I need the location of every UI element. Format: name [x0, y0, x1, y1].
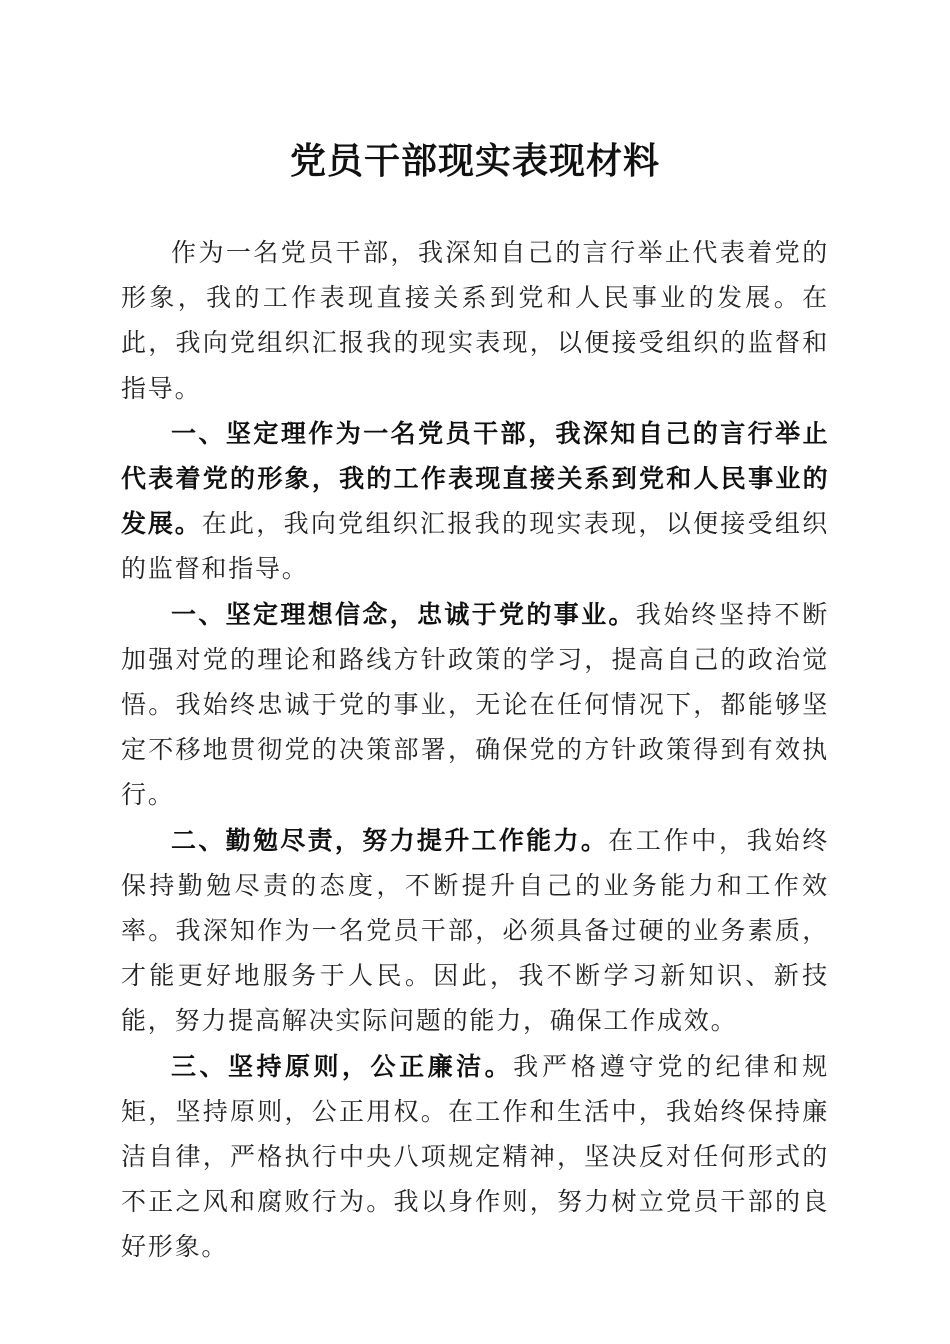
section-paragraph-3 — [121, 1044, 829, 1270]
paragraph-text: 作为一名党员干部，我深知自己的言行举止代表着党的形象，我的工作表现直接关系到党和人民事业的发展。在此，我向党组织汇报我的现实表现，以便接受组织的监督和指导。 — [121, 238, 829, 403]
section-heading: 一、坚定理作为一名党员干部，我深知自己的言行举止代表着党的形象，我的工作表现直接关系到党和人民事业的发展。 — [121, 418, 829, 539]
document-title: 党员干部现实表现材料 — [289, 140, 660, 182]
paragraph-text: 在此，我向党组织汇报我的现实表现，以便接受组织的监督和指导。 — [121, 509, 829, 584]
section-paragraph-duplicate — [121, 411, 829, 592]
section-paragraph-2 — [121, 818, 829, 1044]
paragraph-text: 我始终坚持不断加强对党的理论和路线方针政策的学习，提高自己的政治觉悟。我始终忠诚于党的事业，无论在任何情况下，都能够坚定不移地贯彻党的决策部署，确保党的方针政策得到有效执行。 — [121, 599, 829, 810]
intro-paragraph — [121, 230, 829, 411]
section-heading: 三、坚持原则，公正廉洁。 — [171, 1051, 514, 1081]
section-paragraph-1 — [121, 592, 829, 818]
section-heading: 二、勤勉尽责，努力提升工作能力。 — [171, 825, 609, 855]
paragraph-text: 我严格遵守党的纪律和规矩，坚持原则，公正用权。在工作和生活中，我始终保持廉洁自律，严格执行中央八项规定精神，坚决反对任何形式的不正之风和腐败行为。我以身作则，努力树立党员干部的良好形象。 — [121, 1051, 829, 1262]
paragraph-text: 在工作中，我始终保持勤勉尽责的态度，不断提升自己的业务能力和工作效率。我深知作为一名党员干部，必须具备过硬的业务素质，才能更好地服务于人民。因此，我不断学习新知识、新技能，努力提高解决实际问题的能力，确保工作成效。 — [121, 825, 829, 1036]
document-body — [121, 230, 829, 1270]
section-heading: 一、坚定理想信念，忠诚于党的事业。 — [171, 599, 636, 629]
